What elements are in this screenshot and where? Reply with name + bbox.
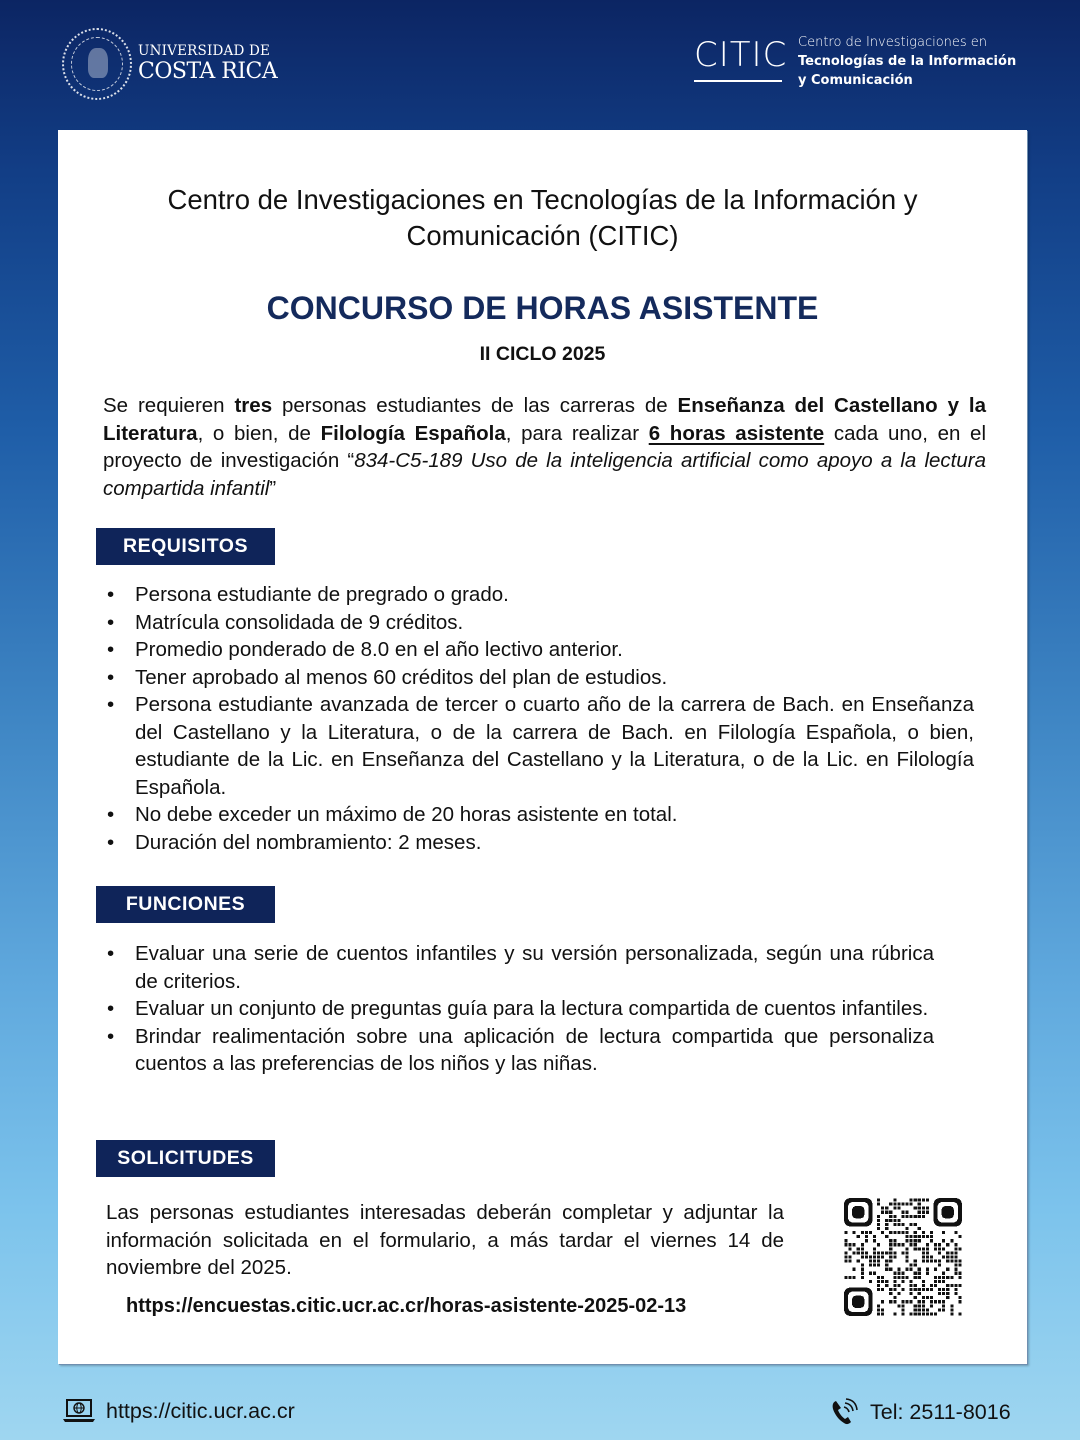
list-item: • Persona estudiante de pregrado o grado.: [104, 581, 974, 609]
citic-underline: [694, 80, 782, 82]
intro-text: Se requieren: [103, 394, 235, 417]
intro-text: personas estudiantes de las carreras de: [272, 394, 678, 417]
intro-bold-career1: Enseñanza del Castellano y la Literatura: [103, 394, 986, 445]
list-item: • Evaluar una serie de cuentos infantiles y su versión personalizada, según una rúbrica de criterios.: [104, 940, 934, 995]
citic-wordmark: CITIC: [694, 35, 788, 75]
intro-text: , para realizar: [505, 421, 649, 445]
intro-text: cada uno, en el proyecto de investigación “: [103, 421, 987, 472]
form-link[interactable]: https://encuestas.citic.ucr.ac.cr/horas-asistente-2025-02-13: [126, 1295, 687, 1317]
footer-phone[interactable]: [830, 1398, 1011, 1426]
intro-text: ”: [269, 476, 277, 500]
list-item: • Persona estudiante avanzada de tercer o cuarto año de la carrera de Bach. en Enseñanza del Castellano y la Literatura, o de la carrera de Bach. en Filología Española, o bien, estudiante de la Lic. en Enseñanza del Castellano y la Literatura, o de la Lic. en Filología Española.: [104, 691, 974, 801]
qr-code-icon[interactable]: [844, 1198, 962, 1316]
intro-bold-career2: Filología Española: [320, 421, 506, 445]
funciones-list: [104, 940, 934, 1078]
list-item: • Matrícula consolidada de 9 créditos.: [104, 609, 974, 637]
citic-desc-line3: y Comunicación: [798, 73, 913, 88]
list-item: • Promedio ponderado de 8.0 en el año lectivo anterior.: [104, 636, 974, 664]
section-label-solicitudes: SOLICITUDES: [96, 1140, 275, 1177]
announcement-card: [58, 130, 1027, 1364]
laptop-globe-icon: [62, 1398, 96, 1424]
list-item: • No debe exceder un máximo de 20 horas asistente en total.: [104, 801, 974, 829]
solicitudes-text: Las personas estudiantes interesadas deberán completar y adjuntar la información solicitada en el formulario, a más tardar el viernes 14 de noviembre del 2025.: [106, 1201, 784, 1279]
intro-project-title: 834-C5-189 Uso de la inteligencia artificial como apoyo a la lectura compartida infantil: [103, 449, 987, 500]
intro-paragraph: [103, 392, 986, 502]
org-title: Centro de Investigaciones en Tecnologías de la Información y Comunicación (CITIC): [167, 184, 918, 251]
requisitos-list: [104, 581, 974, 856]
list-item: • Duración del nombramiento: 2 meses.: [104, 829, 974, 857]
intro-bold-count: tres: [234, 394, 273, 417]
ucr-logo-line1: UNIVERSIDAD DE: [138, 43, 271, 60]
section-label-requisitos: REQUISITOS: [96, 528, 275, 565]
citic-desc-line2: Tecnologías de la Información: [798, 54, 1017, 69]
ucr-logo-line2: COSTA RICA: [138, 58, 278, 84]
list-item: • Evaluar un conjunto de preguntas guía para la lectura compartida de cuentos infantiles.: [104, 995, 934, 1023]
citic-desc-line1: Centro de Investigaciones en: [798, 35, 988, 50]
ucr-logo: [62, 28, 277, 100]
page-title: CONCURSO DE HORAS ASISTENTE: [266, 290, 819, 326]
footer-website[interactable]: [62, 1398, 295, 1424]
list-item: • Brindar realimentación sobre una aplicación de lectura compartida que personaliza cuentos a las preferencias de los niños y las niñas.: [104, 1023, 934, 1078]
list-item: • Tener aprobado al menos 60 créditos del plan de estudios.: [104, 664, 974, 692]
university-seal-icon: [62, 28, 132, 100]
citic-logo: [694, 35, 1017, 90]
website-text[interactable]: https://citic.ucr.ac.cr: [106, 1398, 295, 1423]
cycle-subtitle: II CICLO 2025: [479, 343, 606, 365]
section-label-funciones: FUNCIONES: [96, 886, 275, 923]
phone-text: Tel: 2511-8016: [870, 1399, 1011, 1424]
intro-hours: 6 horas asistente: [648, 421, 825, 445]
phone-icon: [830, 1398, 860, 1426]
intro-text: , o bien, de: [197, 421, 321, 445]
